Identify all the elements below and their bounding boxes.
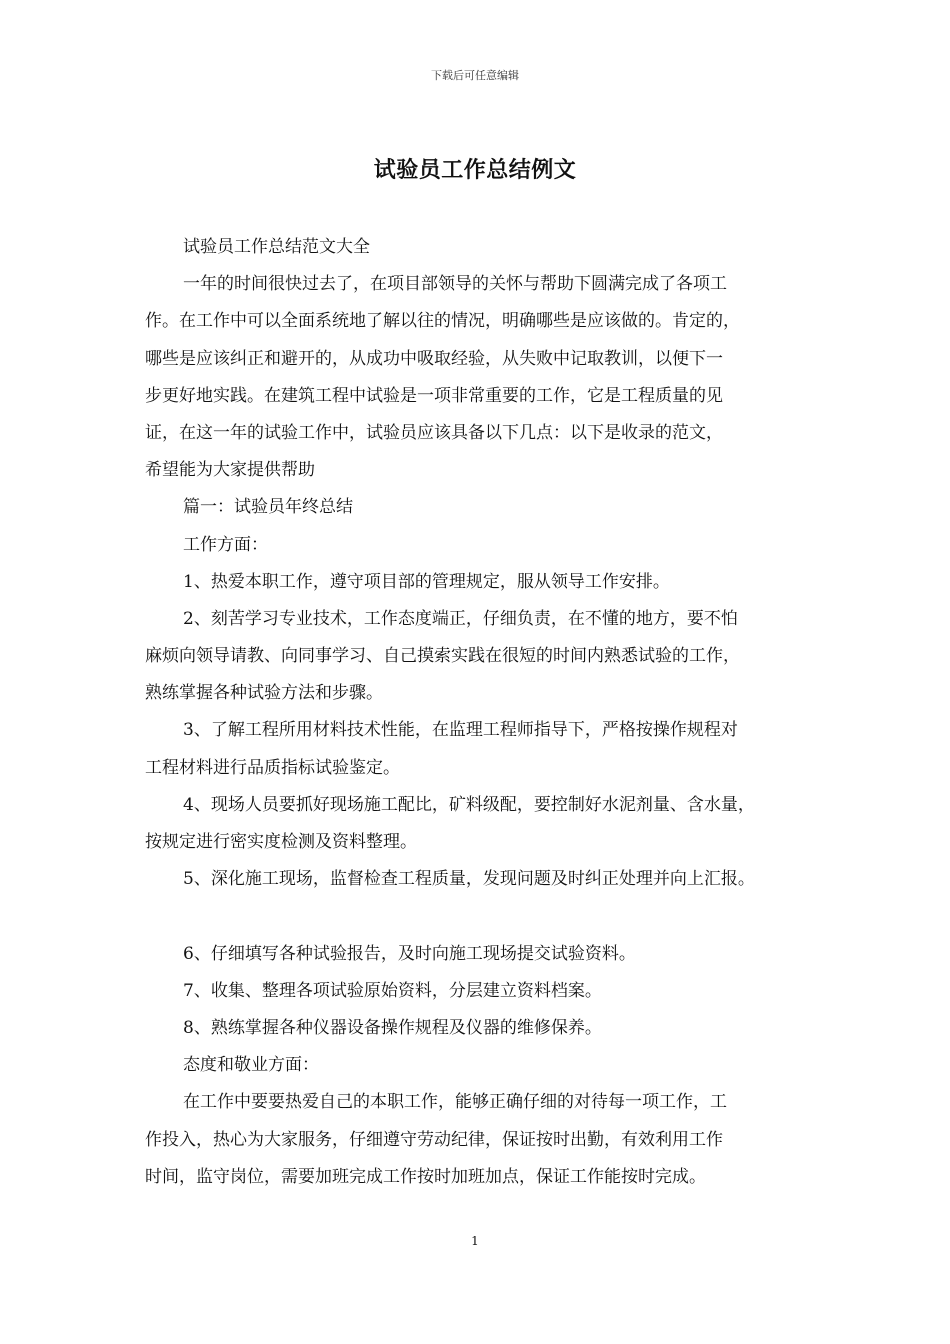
list-item-continuation: 熟练掌握各种试验方法和步骤。 [145, 683, 383, 704]
list-item: 5、深化施工现场，监督检查工程质量，发现问题及时纠正处理并向上汇报。 [183, 869, 755, 890]
document-title: 试验员工作总结例文 [373, 157, 577, 183]
paragraph-line: 作。在工作中可以全面系统地了解以往的情况，明确哪些是应该做的。肯定的， [145, 311, 740, 332]
paragraph-line: 试验员工作总结范文大全 [183, 237, 370, 257]
list-item: 8、熟练掌握各种仪器设备操作规程及仪器的维修保养。 [183, 1017, 602, 1038]
list-item: 1、热爱本职工作，遵守项目部的管理规定，服从领导工作安排。 [183, 571, 670, 592]
paragraph-line: 作投入，热心为大家服务，仔细遵守劳动纪律，保证按时出勤，有效利用工作 [145, 1129, 723, 1150]
list-item: 2、刻苦学习专业技术，工作态度端正，仔细负责，在不懂的地方，要不怕 [183, 608, 738, 629]
subsection-heading: 态度和敬业方面： [183, 1055, 319, 1076]
subsection-heading: 工作方面： [183, 534, 268, 555]
list-item: 4、现场人员要抓好现场施工配比，矿料级配，要控制好水泥剂量、含水量， [183, 794, 755, 815]
paragraph-line: 在工作中要要热爱自己的本职工作，能够正确仔细的对待每一项工作，工 [183, 1092, 727, 1113]
page-number: 1 [471, 1234, 479, 1248]
paragraph-line: 哪些是应该纠正和避开的，从成功中吸取经验，从失败中记取教训，以便下一 [145, 348, 723, 369]
list-item-continuation: 按规定进行密实度检测及资料整理。 [145, 832, 417, 852]
list-item: 3、了解工程所用材料技术性能，在监理工程师指导下，严格按操作规程对 [183, 720, 738, 741]
blank-line [145, 898, 825, 935]
paragraph-line: 一年的时间很快过去了，在项目部领导的关怀与帮助下圆满完成了各项工 [183, 274, 727, 295]
section-heading: 篇一：试验员年终总结 [183, 497, 353, 518]
paragraph-line: 证，在这一年的试验工作中，试验员应该具备以下几点：以下是收录的范文， [145, 422, 723, 443]
header-note: 下载后可任意编辑 [431, 69, 519, 82]
list-item-continuation: 工程材料进行品质指标试验鉴定。 [145, 757, 400, 778]
list-item-continuation: 麻烦向领导请教、向同事学习、自己摸索实践在很短的时间内熟悉试验的工作， [145, 646, 740, 667]
document-body [145, 229, 825, 1196]
paragraph-line: 希望能为大家提供帮助 [145, 460, 315, 481]
paragraph-line: 步更好地实践。在建筑工程中试验是一项非常重要的工作，它是工程质量的见 [145, 385, 723, 406]
list-item: 7、收集、整理各项试验原始资料，分层建立资料档案。 [183, 980, 602, 1001]
list-item: 6、仔细填写各种试验报告，及时向施工现场提交试验资料。 [183, 943, 636, 964]
paragraph-line: 时间，监守岗位，需要加班完成工作按时加班加点，保证工作能按时完成。 [145, 1166, 706, 1187]
